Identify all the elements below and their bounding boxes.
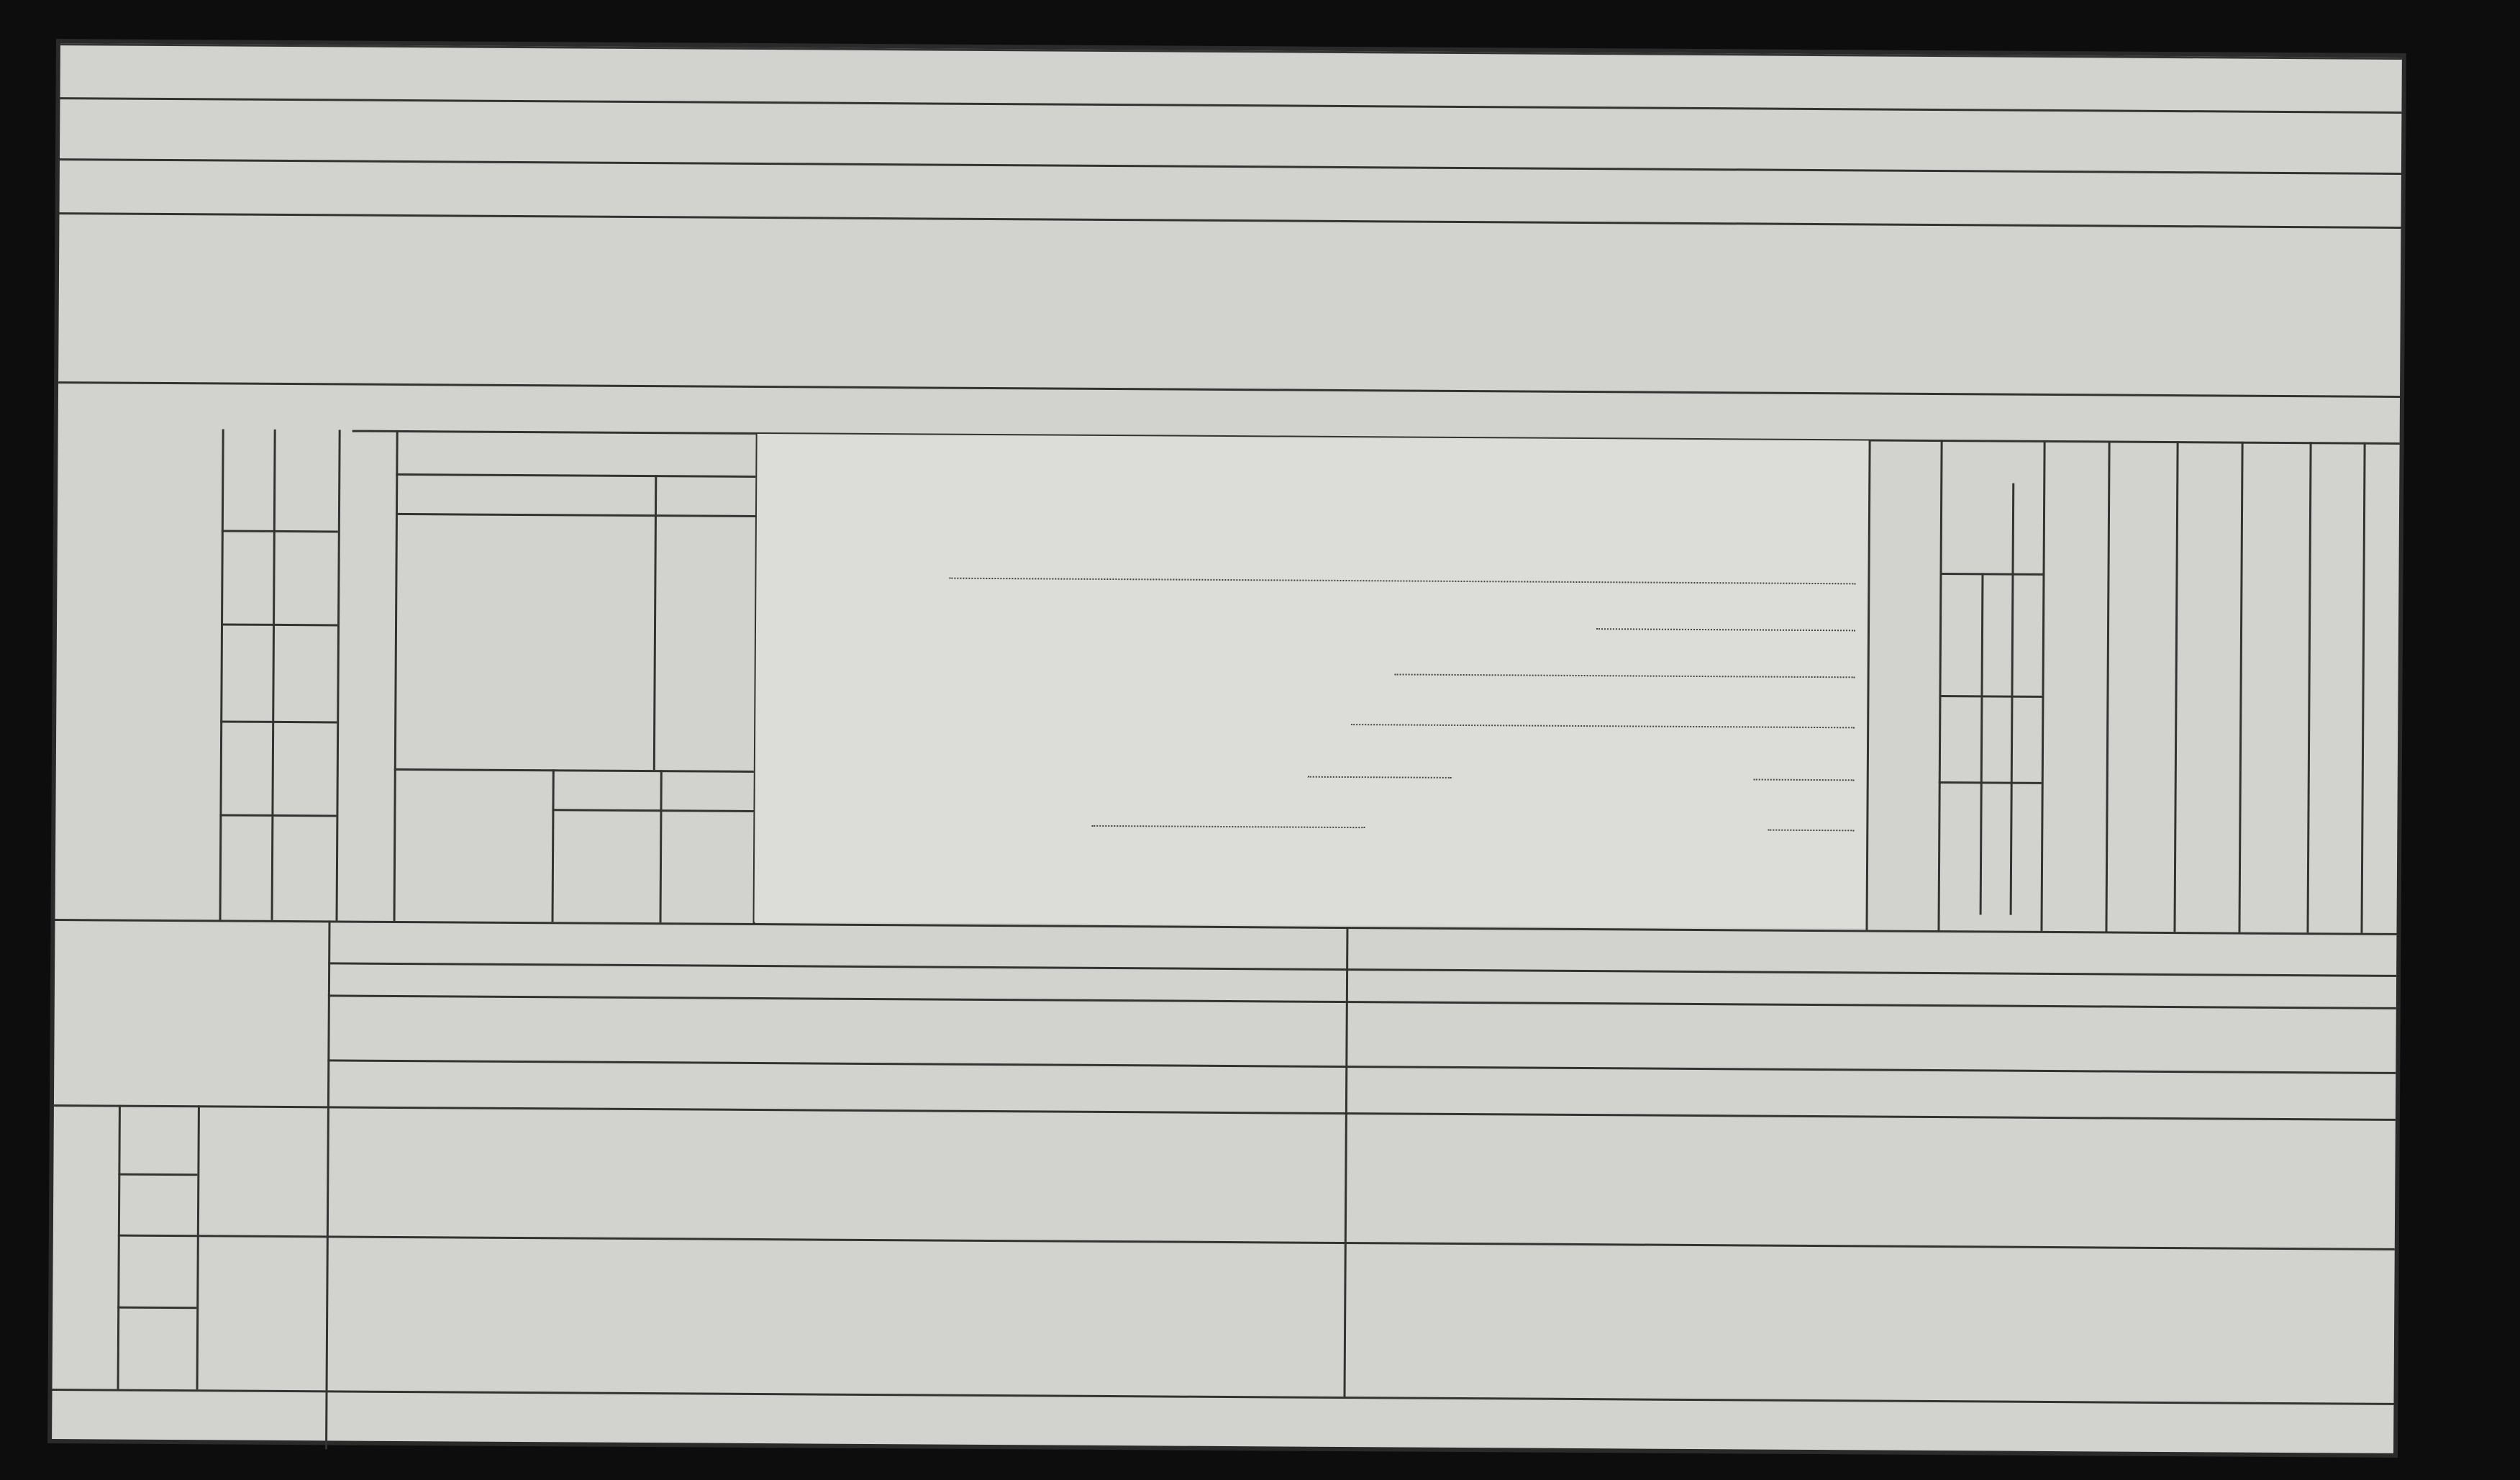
rule (660, 770, 663, 922)
rule (394, 768, 754, 773)
row-uchrezhdeniy (207, 1314, 315, 1315)
rule (1343, 927, 1348, 1397)
rule (552, 769, 555, 922)
trade-title (418, 434, 734, 436)
rule (396, 513, 755, 517)
rule (1939, 573, 2042, 576)
rule (396, 473, 755, 478)
rule (117, 1307, 196, 1309)
rule (2238, 442, 2243, 932)
rule (1937, 440, 1942, 930)
rule (2173, 441, 2178, 932)
rule (60, 212, 2401, 229)
rule (117, 1105, 121, 1389)
rule (219, 814, 336, 817)
rule (271, 430, 276, 920)
vne-nadel-label (124, 1245, 125, 1382)
hired-workers-title (402, 434, 405, 866)
rule (2010, 484, 2015, 915)
rule (196, 1105, 200, 1389)
rule (118, 1235, 2395, 1250)
rule (1939, 781, 2042, 784)
rule (328, 962, 2396, 977)
rule (222, 530, 338, 532)
rule (220, 720, 337, 723)
rule (327, 1059, 2396, 1074)
census-card (52, 43, 2402, 1453)
row-itogo (138, 1393, 311, 1394)
rule (2040, 440, 2045, 931)
rule (53, 1389, 2394, 1405)
private-farm-panel (755, 434, 1869, 928)
rule (328, 994, 2396, 1009)
rule (60, 97, 2401, 114)
rule (60, 158, 2401, 175)
rule (336, 430, 341, 920)
rule (58, 381, 2400, 398)
rule (2306, 442, 2311, 932)
rule (552, 809, 753, 812)
rule (653, 475, 658, 770)
rule (2360, 442, 2365, 933)
rule (219, 429, 224, 920)
rule (60, 43, 2402, 60)
trade-qty-head (665, 478, 745, 479)
rule (1939, 695, 2042, 698)
rule (1980, 573, 1984, 914)
rule (221, 623, 337, 626)
rule (327, 1106, 2396, 1121)
rule (118, 1173, 197, 1176)
rule (2105, 440, 2110, 931)
row-chastnykh (208, 1242, 316, 1243)
rule (54, 1104, 327, 1108)
rule (325, 920, 330, 1449)
rule (394, 430, 399, 921)
